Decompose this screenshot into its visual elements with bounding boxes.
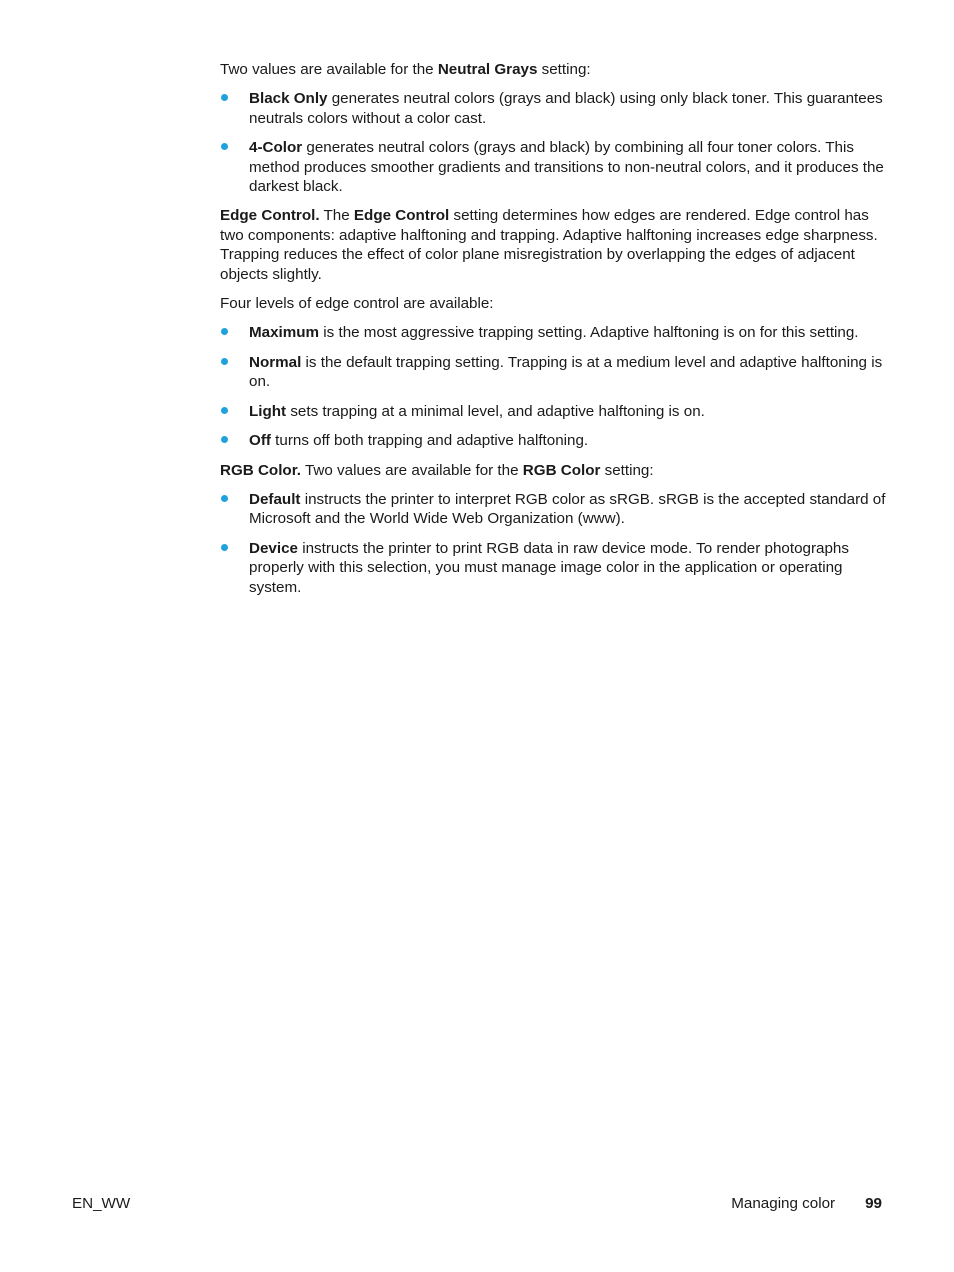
item-term: Black Only — [249, 90, 328, 108]
intro-term: Neutral Grays — [437, 61, 538, 78]
intro-text: Two values are available for the — [220, 61, 438, 78]
rgb-color-list — [220, 490, 888, 597]
bullet-icon — [221, 407, 228, 414]
item-term: Light — [249, 402, 287, 420]
item-term: Off — [249, 432, 271, 450]
edge-control-pre: The — [319, 207, 354, 225]
item-term: Device — [249, 539, 298, 557]
item-term: Default — [249, 490, 301, 508]
list-item — [220, 89, 888, 128]
rgb-color-term: RGB Color — [522, 461, 601, 479]
item-term: 4-Color — [249, 139, 303, 157]
list-item — [220, 431, 888, 450]
edge-control-text: setting determines how edges are rendered. Edge control has two components: adaptive halftoning and trapping. Adaptive halftoning increases edge sharpness. Trapping reduces the effect of color plane misregistration by overlapping the edges of adjacent objects slightly. — [220, 207, 878, 283]
item-term: Maximum — [249, 324, 320, 342]
item-text: instructs the printer to print RGB data in raw device mode. To render photographs properly with this selection, you must manage image color in the application or operating system. — [249, 539, 849, 596]
bullet-icon — [221, 143, 228, 150]
list-item — [220, 490, 888, 529]
rgb-color-paragraph — [220, 461, 888, 480]
edge-control-paragraph — [220, 206, 888, 284]
footer-section-title: Managing color — [731, 1195, 836, 1212]
edge-levels-list — [220, 323, 888, 450]
bullet-icon — [221, 358, 228, 365]
bullet-icon — [221, 94, 228, 101]
footer-edition: EN_WW — [72, 1195, 131, 1212]
edge-levels-intro: Four levels of edge control are available: — [220, 295, 494, 313]
rgb-color-post: setting: — [600, 461, 654, 479]
item-text: turns off both trapping and adaptive halftoning. — [270, 432, 589, 450]
item-text: instructs the printer to interpret RGB color as sRGB. sRGB is the accepted standard of Microsoft and the World Wide Web Organization (www). — [249, 490, 886, 528]
bullet-icon — [221, 436, 228, 443]
item-text: is the default trapping setting. Trapping is at a medium level and adaptive halftoning is on. — [249, 353, 883, 391]
list-item — [220, 323, 888, 342]
list-item — [220, 539, 888, 597]
neutral-grays-list — [220, 89, 888, 196]
item-term: Normal — [249, 353, 302, 371]
item-text: generates neutral colors (grays and black) using only black toner. This guarantees neutrals colors without a color cast. — [249, 90, 883, 127]
item-text: sets trapping at a minimal level, and adaptive halftoning is on. — [286, 402, 705, 420]
page-content — [220, 60, 888, 607]
list-item — [220, 353, 888, 392]
intro-text-end: setting: — [537, 61, 591, 78]
edge-control-heading: Edge Control. — [220, 207, 320, 225]
list-item — [220, 402, 888, 421]
bullet-icon — [221, 544, 228, 551]
list-item — [220, 138, 888, 196]
item-text: generates neutral colors (grays and black) by combining all four toner colors. This method produces smoother gradients and transitions to non-neutral colors, and it produces the darkest black. — [249, 139, 884, 196]
edge-control-term: Edge Control — [353, 207, 450, 225]
bullet-icon — [221, 328, 228, 335]
rgb-color-heading: RGB Color. — [220, 461, 302, 479]
rgb-color-pre: Two values are available for the — [301, 461, 523, 479]
bullet-icon — [221, 495, 228, 502]
neutral-grays-intro — [220, 60, 888, 79]
item-text: is the most aggressive trapping setting. Adaptive halftoning is on for this setting. — [319, 324, 859, 342]
footer-right — [731, 1194, 882, 1213]
page-number: 99 — [865, 1195, 882, 1212]
